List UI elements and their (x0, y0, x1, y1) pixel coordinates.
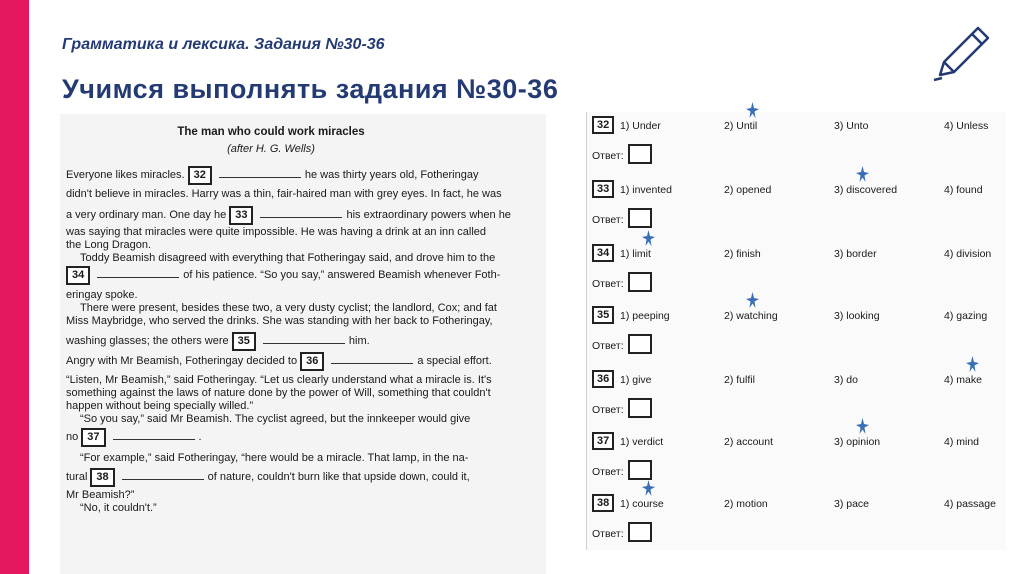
story-line (66, 352, 528, 371)
question-number: 34 (592, 244, 614, 262)
star-marker-icon (966, 356, 979, 372)
answer-option[interactable]: 1) peeping (620, 310, 670, 322)
question-row-32 (592, 116, 1002, 138)
answer-option[interactable]: 4) Unless (944, 120, 989, 132)
answer-option[interactable]: 4) gazing (944, 310, 988, 322)
story-line: Miss Maybridge, who served the drinks. She was standing with her back to Fotheringay, (66, 315, 493, 327)
story-line: the Long Dragon. (66, 239, 152, 251)
answer-option[interactable]: 4) found (944, 184, 983, 196)
story-text: him. (348, 335, 370, 347)
gap-number-37: 37 (81, 428, 105, 447)
story-line (66, 188, 528, 201)
answer-option[interactable]: 2) account (724, 436, 774, 448)
story-line: Toddy Beamish disagreed with everything that Fotheringay said, and drove him to the (80, 252, 496, 264)
story-line (66, 166, 528, 185)
answer-option[interactable]: 2) finish (724, 248, 761, 260)
story-text: washing glasses; the others were (66, 335, 229, 347)
answer-option[interactable]: 3) pace (834, 498, 870, 510)
story-line: happen without being specially willed.” (66, 400, 254, 412)
answer-option[interactable]: 3) border (834, 248, 877, 260)
answer-option[interactable]: 1) limit (620, 248, 651, 260)
slide-title: Учимся выполнять задания №30-36 (62, 74, 559, 104)
story-line: “For example,” said Fotheringay, “here would be a miracle. That lamp, in the na- (80, 452, 469, 464)
question-number: 37 (592, 432, 614, 450)
answer-option[interactable]: 3) Unto (834, 120, 869, 132)
question-number: 35 (592, 306, 614, 324)
panel-divider (586, 112, 587, 550)
story-text: . (198, 431, 202, 443)
star-marker-icon (642, 230, 655, 246)
answer-label: Ответ: (592, 466, 624, 478)
answer-input-box[interactable] (628, 398, 652, 418)
gap-blank (122, 470, 204, 480)
question-number: 33 (592, 180, 614, 198)
answer-option[interactable]: 4) mind (944, 436, 980, 448)
answer-option[interactable]: 3) opinion (834, 436, 881, 448)
answer-option[interactable]: 2) fulfil (724, 374, 755, 386)
gap-number-36: 36 (300, 352, 324, 371)
answer-option[interactable]: 4) passage (944, 498, 996, 510)
star-marker-icon (856, 166, 869, 182)
story-line (66, 332, 528, 351)
story-line: “No, it couldn't.” (80, 502, 157, 514)
answer-option[interactable]: 2) watching (724, 310, 778, 322)
story-text: he was thirty years old, Fotheringay (304, 169, 479, 181)
answer-option[interactable]: 3) discovered (834, 184, 898, 196)
story-line: something against the laws of nature done by the power of Will, something that couldn't (66, 387, 491, 399)
story-text: a very ordinary man. One day he (66, 209, 227, 221)
story-text: didn't believe in miracles. Harry was a thin, fair-haired man with grey eyes. In fact, he was (66, 188, 502, 200)
answer-option[interactable]: 2) Until (724, 120, 758, 132)
question-row-37 (592, 432, 1002, 454)
answer-label: Ответ: (592, 278, 624, 290)
question-number: 38 (592, 494, 614, 512)
story-line (66, 266, 528, 285)
answer-option[interactable]: 3) looking (834, 310, 880, 322)
gap-number-35: 35 (232, 332, 256, 351)
story-line: was saying that miracles were quite impossible. He was having a drink at an inn called (66, 226, 487, 238)
story-line: Mr Beamish?” (66, 489, 135, 501)
gap-blank (113, 430, 195, 440)
answer-option[interactable]: 1) verdict (620, 436, 664, 448)
answer-label: Ответ: (592, 528, 624, 540)
answer-option[interactable]: 3) do (834, 374, 858, 386)
gap-blank (331, 354, 413, 364)
answer-option[interactable]: 1) course (620, 498, 664, 510)
answer-input-box[interactable] (628, 144, 652, 164)
answer-option[interactable]: 4) division (944, 248, 992, 260)
answer-input-box[interactable] (628, 460, 652, 480)
story-title: The man who could work miracles (177, 126, 365, 138)
story-text: tural (66, 471, 88, 483)
star-marker-icon (642, 480, 655, 496)
gap-blank (260, 208, 342, 218)
answer-label: Ответ: (592, 150, 624, 162)
story-text: of his patience. “So you say,” answered Beamish whenever Foth- (183, 269, 501, 281)
question-row-36 (592, 370, 1002, 392)
gap-number-32: 32 (188, 166, 212, 185)
answer-input-box[interactable] (628, 272, 652, 292)
story-text: no (66, 431, 79, 443)
question-row-35 (592, 306, 1002, 328)
answer-option[interactable]: 4) make (944, 374, 982, 386)
star-marker-icon (856, 418, 869, 434)
gap-blank (263, 334, 345, 344)
story-text: Angry with Mr Beamish, Fotheringay decided to (66, 355, 298, 367)
answer-option[interactable]: 1) invented (620, 184, 672, 196)
slide-subtitle: Грамматика и лексика. Задания №30-36 (62, 36, 385, 53)
answer-input-box[interactable] (628, 334, 652, 354)
accent-bar (0, 0, 29, 574)
answer-option[interactable]: 2) opened (724, 184, 772, 196)
gap-number-38: 38 (90, 468, 114, 487)
answer-input-box[interactable] (628, 522, 652, 542)
story-line: eringay spoke. (66, 289, 138, 301)
story-line: “So you say,” said Mr Beamish. The cyclist agreed, but the innkeeper would give (80, 413, 471, 425)
story-line (66, 468, 528, 487)
story-line (66, 428, 528, 447)
answer-option[interactable]: 2) motion (724, 498, 768, 510)
answer-label: Ответ: (592, 214, 624, 226)
story-text: his extraordinary powers when he (346, 209, 511, 221)
gap-number-34: 34 (66, 266, 90, 285)
gap-number-33: 33 (229, 206, 253, 225)
story-line: There were present, besides these two, a very dusty cyclist; the landlord, Cox; and fat (80, 302, 497, 314)
question-number: 32 (592, 116, 614, 134)
story-author: (after H. G. Wells) (227, 143, 315, 155)
story-text: Everyone likes miracles. (66, 169, 185, 181)
story-text: of nature, couldn't burn like that upside down, could it, (207, 471, 470, 483)
story-text: a special effort. (417, 355, 492, 367)
answer-input-box[interactable] (628, 208, 652, 228)
answer-option[interactable]: 1) give (620, 374, 652, 386)
star-marker-icon (746, 292, 759, 308)
question-row-34 (592, 244, 1002, 266)
gap-blank (219, 168, 301, 178)
pencil-icon (930, 20, 996, 82)
story-line: “Listen, Mr Beamish,” said Fotheringay. “Let us clearly understand what a miracle is. It's (66, 374, 492, 386)
answer-option[interactable]: 1) Under (620, 120, 661, 132)
answer-label: Ответ: (592, 340, 624, 352)
star-marker-icon (746, 102, 759, 118)
question-row-33 (592, 180, 1002, 202)
answer-label: Ответ: (592, 404, 624, 416)
question-row-38 (592, 494, 1002, 516)
gap-blank (97, 268, 179, 278)
story-line (66, 206, 528, 225)
question-number: 36 (592, 370, 614, 388)
